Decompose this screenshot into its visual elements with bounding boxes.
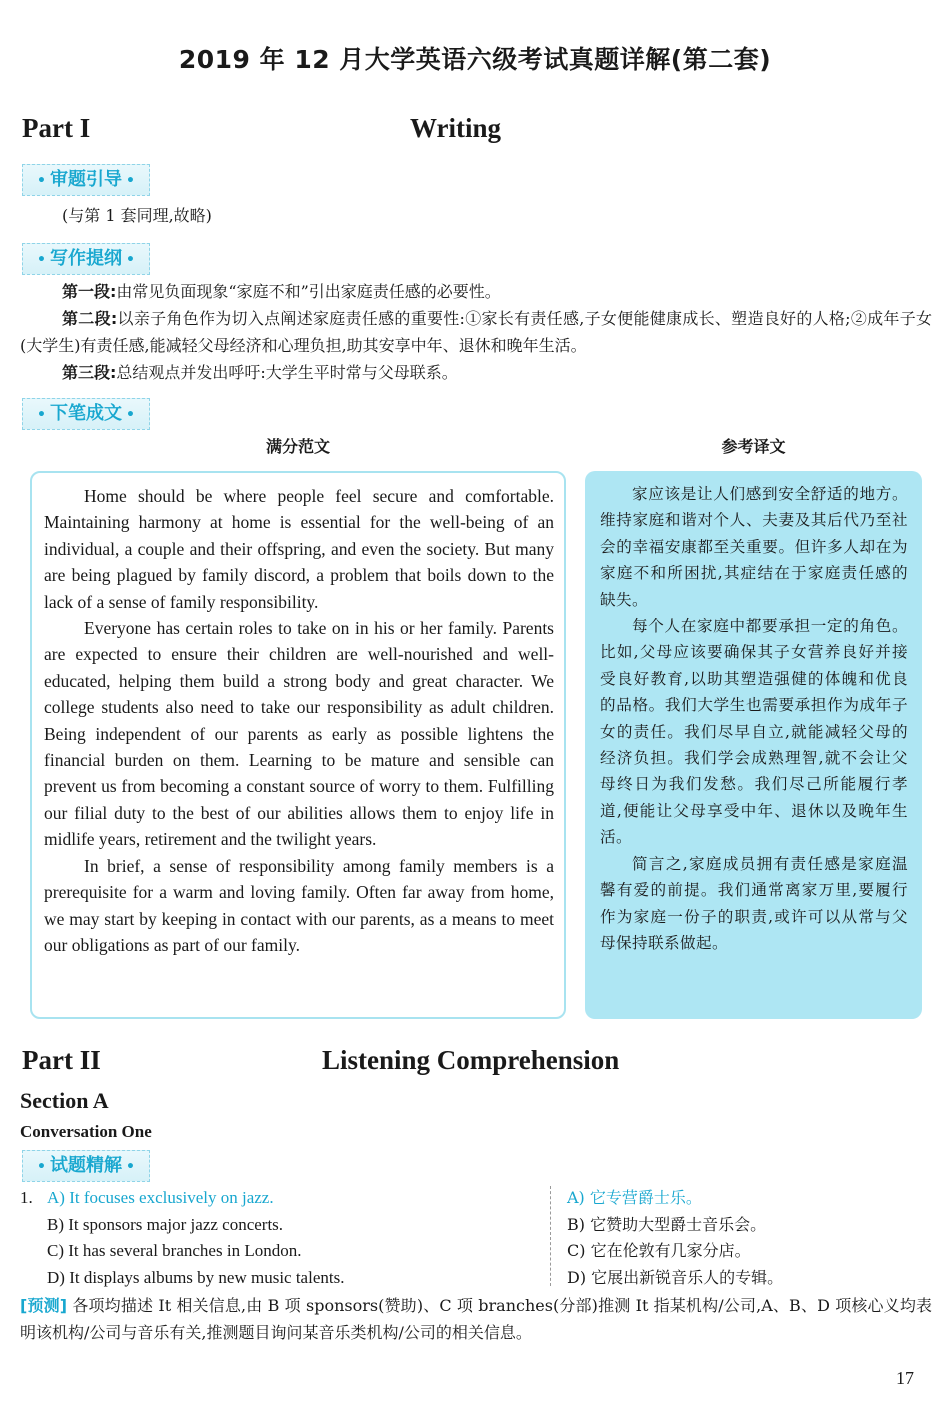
question-number: 1. — [20, 1188, 33, 1207]
analysis-tag — [22, 1150, 150, 1182]
part2-title: Listening Comprehension — [322, 1045, 620, 1075]
essay-heading: 满分范文 — [265, 437, 330, 456]
column-divider — [550, 1186, 551, 1286]
outline-label: 第一段: — [62, 282, 117, 301]
analysis-tag-label: 试题精解 — [49, 1155, 122, 1176]
page-number: 17 — [896, 1368, 914, 1388]
guide-tag — [22, 164, 150, 196]
option-b-cn: B) 它赞助大型爵士音乐会。 — [567, 1215, 767, 1234]
option-d-en: D) It displays albums by new music talents. — [47, 1268, 345, 1287]
outline-tag-label: 写作提纲 — [49, 248, 122, 269]
part1-title: Writing — [410, 113, 502, 143]
guide-text: (与第 1 套同理,故略) — [62, 206, 212, 225]
option-b-en: B) It sponsors major jazz concerts. — [47, 1215, 284, 1234]
option-c-en: C) It has several branches in London. — [47, 1241, 302, 1260]
write-tag — [22, 398, 150, 430]
outline-text: 以亲子角色作为切入点阐述家庭责任感的重要性:①家长有责任感,子女便能健康成长、塑造良好的人格;②成年子女(大学生)有责任感,能减轻父母经济和心理负担,助其安享中年、退休和晚年生活。 — [20, 309, 932, 355]
option-c-cn: C) 它在伦敦有几家分店。 — [567, 1241, 751, 1260]
page-title: 2019 年 12 月大学英语六级考试真题详解(第二套) — [178, 45, 772, 74]
translation-paragraph: 简言之,家庭成员拥有责任感是家庭温馨有爱的前提。我们通常离家万里,要履行作为家庭一份子的职责,或许可以从常与父母保持联系做起。 — [600, 854, 908, 952]
model-essay — [30, 471, 566, 1019]
bullet-icon: • — [37, 252, 46, 268]
section-heading: Section A — [20, 1088, 109, 1113]
bullet-icon: • — [125, 173, 135, 189]
part1-label: Part I — [22, 113, 91, 143]
outline — [20, 278, 932, 386]
outline-text: 由常见负面现象“家庭不和”引出家庭责任感的必要性。 — [116, 282, 501, 301]
option-d-cn: D) 它展出新锐音乐人的专辑。 — [567, 1268, 784, 1287]
prediction-tag: [预测] — [20, 1296, 68, 1315]
outline-tag — [22, 243, 150, 275]
prediction-text: 各项均描述 It 相关信息,由 B 项 sponsors(赞助)、C 项 branches(分部)推测 It 指某机构/公司,A、B、D 项核心义均表明该机构/公司与音乐有关,推测题目询问某音乐类机构/公司的相关信息。 — [20, 1296, 932, 1342]
translation-heading: 参考译文 — [721, 437, 786, 456]
write-tag-label: 下笔成文 — [49, 403, 122, 424]
bullet-icon: • — [125, 252, 135, 268]
essay-paragraph: In brief, a sense of responsibility among family members is a prerequisite for a warm and loving family. Often far away from home, we may start by keeping in contact with our parents, as a means to meet our obligations as part of our family. — [44, 855, 554, 955]
translation-paragraph: 每个人在家庭中都要承担一定的角色。比如,父母应该要确保其子女营养良好并接受良好教育,以助其塑造强健的体魄和优良的品格。我们大学生也需要承担作为成年子女的责任。我们尽早自立,就能减轻父母的经济负担。我们学会成熟理智,就不会让父母终日为我们发愁。我们尽己所能履行孝道,便能让父母享受中年、退休以及晚年生活。 — [600, 617, 908, 847]
option-a-en: A) It focuses exclusively on jazz. — [47, 1188, 274, 1207]
reference-translation — [585, 471, 922, 1019]
part2-label: Part II — [22, 1045, 101, 1075]
option-a-cn: A) 它专营爵士乐。 — [567, 1188, 702, 1207]
conversation-heading: Conversation One — [20, 1122, 152, 1141]
outline-item — [20, 305, 932, 359]
bullet-icon: • — [37, 1159, 46, 1175]
outline-item — [20, 359, 932, 386]
bullet-icon: • — [37, 407, 46, 423]
essay-paragraph: Everyone has certain roles to take on in his or her family. Parents are expected to ensure their children are well-nourished and well-educated, helping them build a strong body and great character. We college students also need to take our responsibility as adult children. Being independent of our parents as early as possible lightens the financial burden on them. Learning to be mature and sensible can prevent us from becoming a constant source of worry to them. Fulfilling our filial duty to the best of our abilities allows them to enjoy life in midlife years, retirement and the twilight years. — [44, 618, 554, 850]
outline-label: 第三段: — [62, 363, 117, 382]
guide-tag-label: 审题引导 — [49, 169, 122, 190]
outline-label: 第二段: — [62, 309, 118, 328]
bullet-icon: • — [37, 173, 46, 189]
translation-paragraph: 家应该是让人们感到安全舒适的地方。维持家庭和谐对个人、夫妻及其后代乃至社会的幸福安康都至关重要。但许多人却在为家庭不和所困扰,其症结在于家庭责任感的缺失。 — [600, 485, 908, 609]
bullet-icon: • — [125, 1159, 135, 1175]
outline-text: 总结观点并发出呼吁:大学生平时常与父母联系。 — [116, 363, 458, 382]
essay-paragraph: Home should be where people feel secure and comfortable. Maintaining harmony at home is essential for the well-being of an individual, a couple and their offspring, and even the society. But many are being plagued by family discord, a problem that boils down to the lack of a sense of family responsibility. — [44, 486, 554, 612]
outline-item — [20, 278, 932, 305]
bullet-icon: • — [125, 407, 135, 423]
prediction-note — [20, 1292, 932, 1346]
